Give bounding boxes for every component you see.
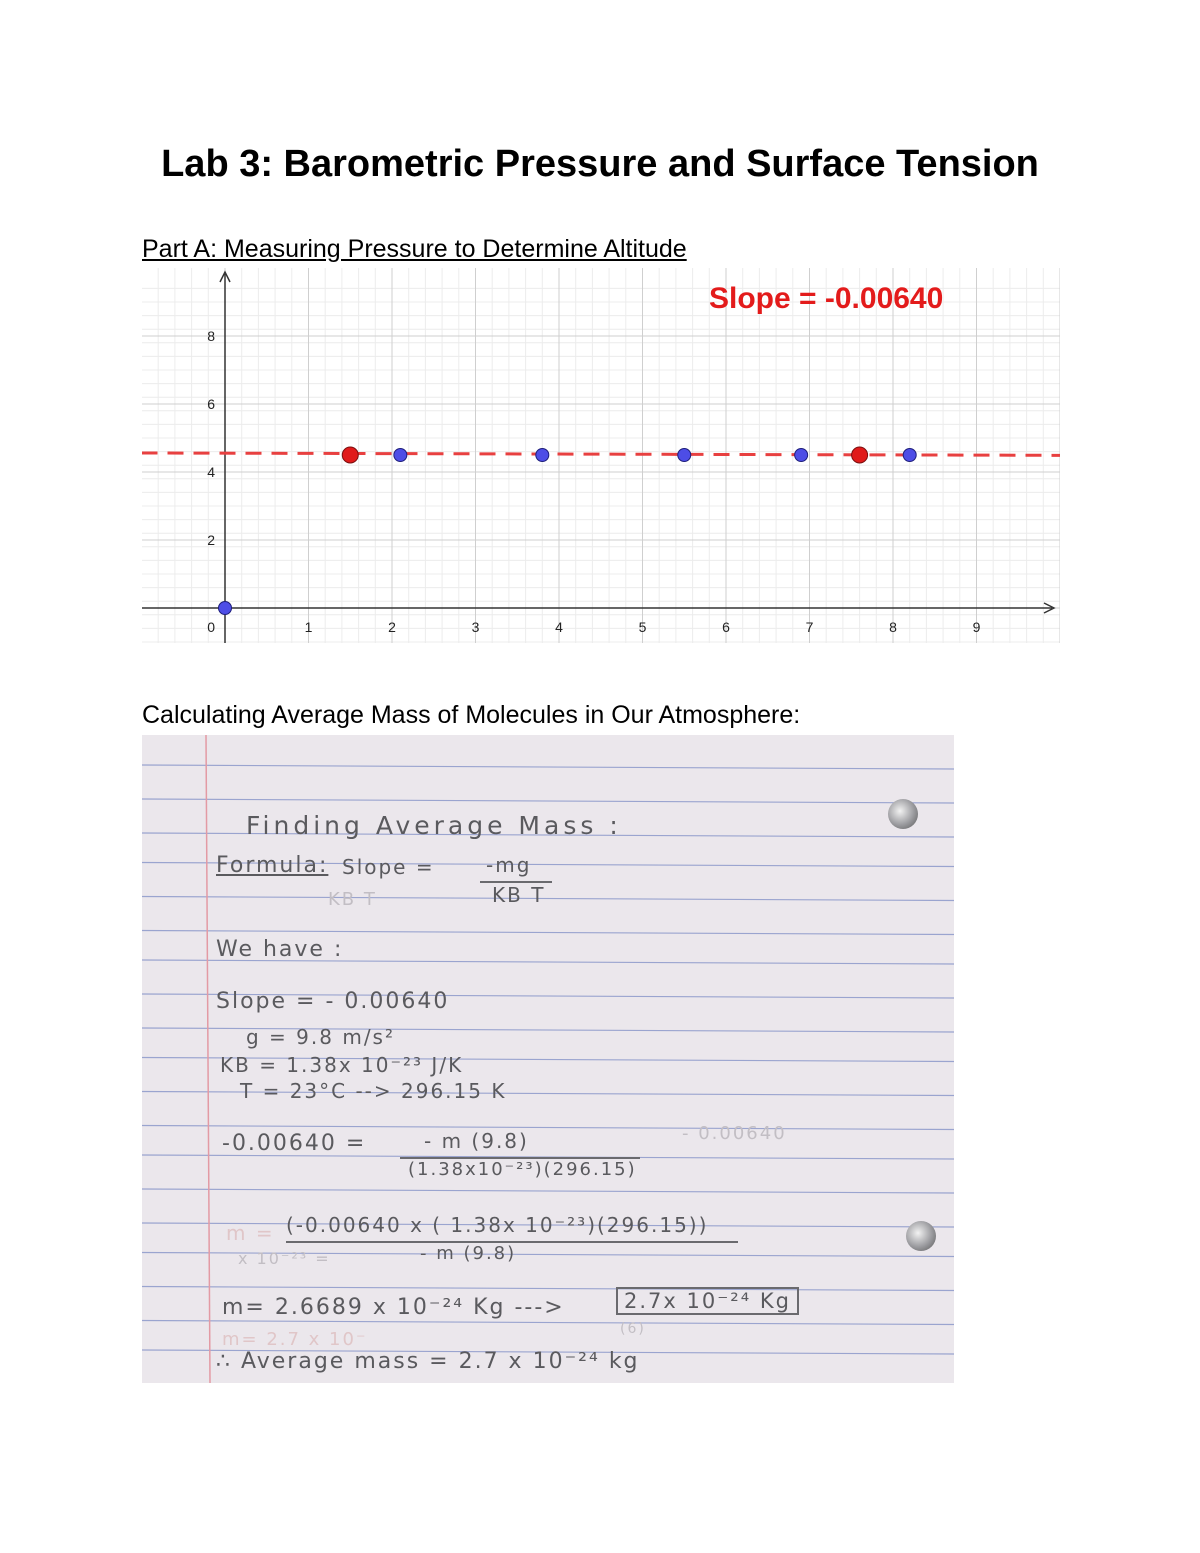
ruled-line (142, 1126, 954, 1130)
eq3-erased: m= 2.7 x 10⁻ (222, 1329, 368, 1350)
tick-labels (207, 328, 980, 635)
eq3-erased-small: (6) (620, 1321, 646, 1337)
y-tick-label: 4 (207, 464, 215, 480)
trend-line (142, 453, 1060, 455)
margin-line (206, 735, 210, 1383)
y-tick-label: 8 (207, 328, 215, 344)
eq2-numerator: (-0.00640 x ( 1.38x 10⁻²³)(296.15)) (286, 1213, 709, 1237)
data-point-red (852, 447, 868, 463)
slope-annotation: Slope = -0.00640 (709, 282, 944, 315)
eq1-lhs: -0.00640 = (222, 1131, 367, 1156)
eq2-erased: x 10⁻²³ = (238, 1249, 331, 1268)
calc-heading: Calculating Average Mass of Molecules in Our Atmosphere: (142, 701, 801, 729)
y-tick-label: 6 (207, 396, 215, 412)
formula-denominator: KB T (492, 883, 546, 907)
eq3-boxed-answer: 2.7x 10⁻²⁴ Kg (616, 1287, 799, 1315)
data-point-blue (678, 449, 691, 462)
data-point-blue (536, 449, 549, 462)
data-point-blue (394, 449, 407, 462)
x-tick-label: 9 (972, 619, 981, 635)
conclusion: ∴ Average mass = 2.7 x 10⁻²⁴ kg (216, 1349, 640, 1374)
notes-heading: Finding Average Mass : (246, 811, 622, 840)
eq1-denominator: (1.38x10⁻²³)(296.15) (408, 1159, 637, 1180)
formula-lhs: Slope = (342, 855, 435, 879)
ruled-line (142, 765, 954, 769)
formula-label: Formula: (216, 853, 329, 878)
ruled-line (142, 1287, 954, 1291)
x-tick-label: 8 (889, 619, 897, 635)
x-tick-label: 1 (304, 619, 313, 635)
notebook-photo (142, 735, 954, 1383)
origin-label: 0 (207, 619, 215, 635)
given-t: T = 23°C --> 296.15 K (240, 1079, 507, 1103)
binder-hole-icon (888, 799, 918, 829)
we-have-label: We have : (216, 937, 344, 962)
eq1-numerator: - m (9.8) (424, 1129, 529, 1153)
ruled-line (142, 1189, 954, 1193)
given-kb: KB = 1.38x 10⁻²³ J/K (220, 1053, 464, 1077)
formula-numerator: -mg (486, 853, 532, 877)
ruled-line (142, 897, 954, 901)
eq2-denominator: - m (9.8) (420, 1243, 517, 1264)
ruled-line (142, 799, 954, 803)
data-point-red (342, 447, 358, 463)
erased-denominator: KB T (328, 889, 377, 910)
data-point-blue (219, 602, 232, 615)
x-tick-label: 5 (638, 619, 647, 635)
x-tick-label: 2 (388, 619, 396, 635)
ruled-line (142, 931, 954, 935)
x-tick-label: 6 (722, 619, 730, 635)
x-tick-label: 4 (555, 619, 563, 635)
eq2-lhs: m = (226, 1221, 275, 1245)
x-tick-label: 7 (805, 619, 814, 635)
eq1-erased: - 0.00640 (682, 1123, 787, 1144)
part-a-heading: Part A: Measuring Pressure to Determine Altitude (142, 235, 687, 263)
given-g: g = 9.8 m/s² (246, 1025, 395, 1049)
ruled-line (142, 1321, 954, 1325)
binder-hole-icon (906, 1221, 936, 1251)
given-slope: Slope = - 0.00640 (216, 989, 450, 1014)
data-point-blue (795, 449, 808, 462)
pressure-altitude-graph (142, 268, 1060, 643)
graph-canvas (142, 268, 1060, 643)
eq3-result: m= 2.6689 x 10⁻²⁴ Kg ---> (222, 1295, 565, 1320)
x-tick-label: 3 (471, 619, 480, 635)
y-tick-label: 2 (207, 532, 215, 548)
data-point-blue (903, 449, 916, 462)
page-title: Lab 3: Barometric Pressure and Surface Tension (161, 143, 1039, 185)
